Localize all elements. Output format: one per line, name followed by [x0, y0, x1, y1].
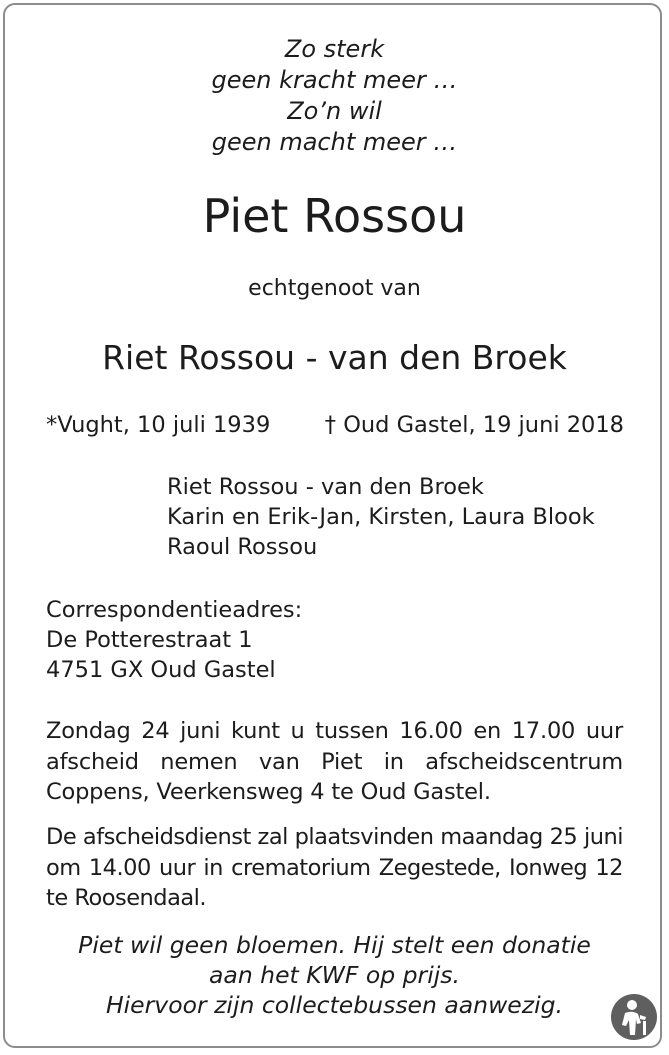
poem [0, 34, 669, 158]
poem-line: geen macht meer … [211, 128, 458, 156]
death-date: † Oud Gastel, 19 juni 2018 [324, 412, 624, 438]
address-city: 4751 GX Oud Gastel [46, 657, 276, 683]
service-paragraph: De afscheidsdienst zal plaatsvinden maandag 25 juni om 14.00 uur in crematorium Zegestede, Ionweg 12 te Roosendaal. [46, 824, 623, 911]
relation-text: echtgenoot van [248, 276, 421, 301]
family-line: Riet Rossou - van den Broek [167, 474, 484, 500]
family-line: Raoul Rossou [167, 534, 318, 560]
address-street: De Potterestraat 1 [46, 627, 253, 653]
poem-line: Zo sterk [284, 35, 385, 63]
life-dates [46, 409, 624, 441]
visitation-paragraph: Zondag 24 juni kunt u tussen 16.00 en 17.00 uur afscheid nemen van Piet in afscheidscentrum Coppens, Veerkensweg 4 te Oud Gastel. [46, 718, 623, 805]
spouse-name: Riet Rossou - van den Broek [102, 338, 567, 377]
closing-line: Hiervoor zijn collectebussen aanwezig. [105, 991, 564, 1019]
family-list [167, 472, 595, 562]
poem-line: Zo’n wil [287, 97, 382, 125]
family-line: Karin en Erik-Jan, Kirsten, Laura Blook [167, 504, 595, 530]
correspondence-address [46, 595, 302, 685]
poem-line: geen kracht meer … [211, 66, 458, 94]
deceased-name: Piet Rossou [202, 189, 467, 243]
closing-line: Piet wil geen bloemen. Hij stelt een donatie [78, 931, 591, 959]
closing-line: aan het KWF op prijs. [209, 961, 460, 989]
address-label: Correspondentieadres: [46, 597, 303, 623]
birth-date: *Vught, 10 juli 1939 [46, 412, 271, 438]
memorial-figure-icon [610, 993, 658, 1041]
closing-note [0, 930, 669, 1020]
